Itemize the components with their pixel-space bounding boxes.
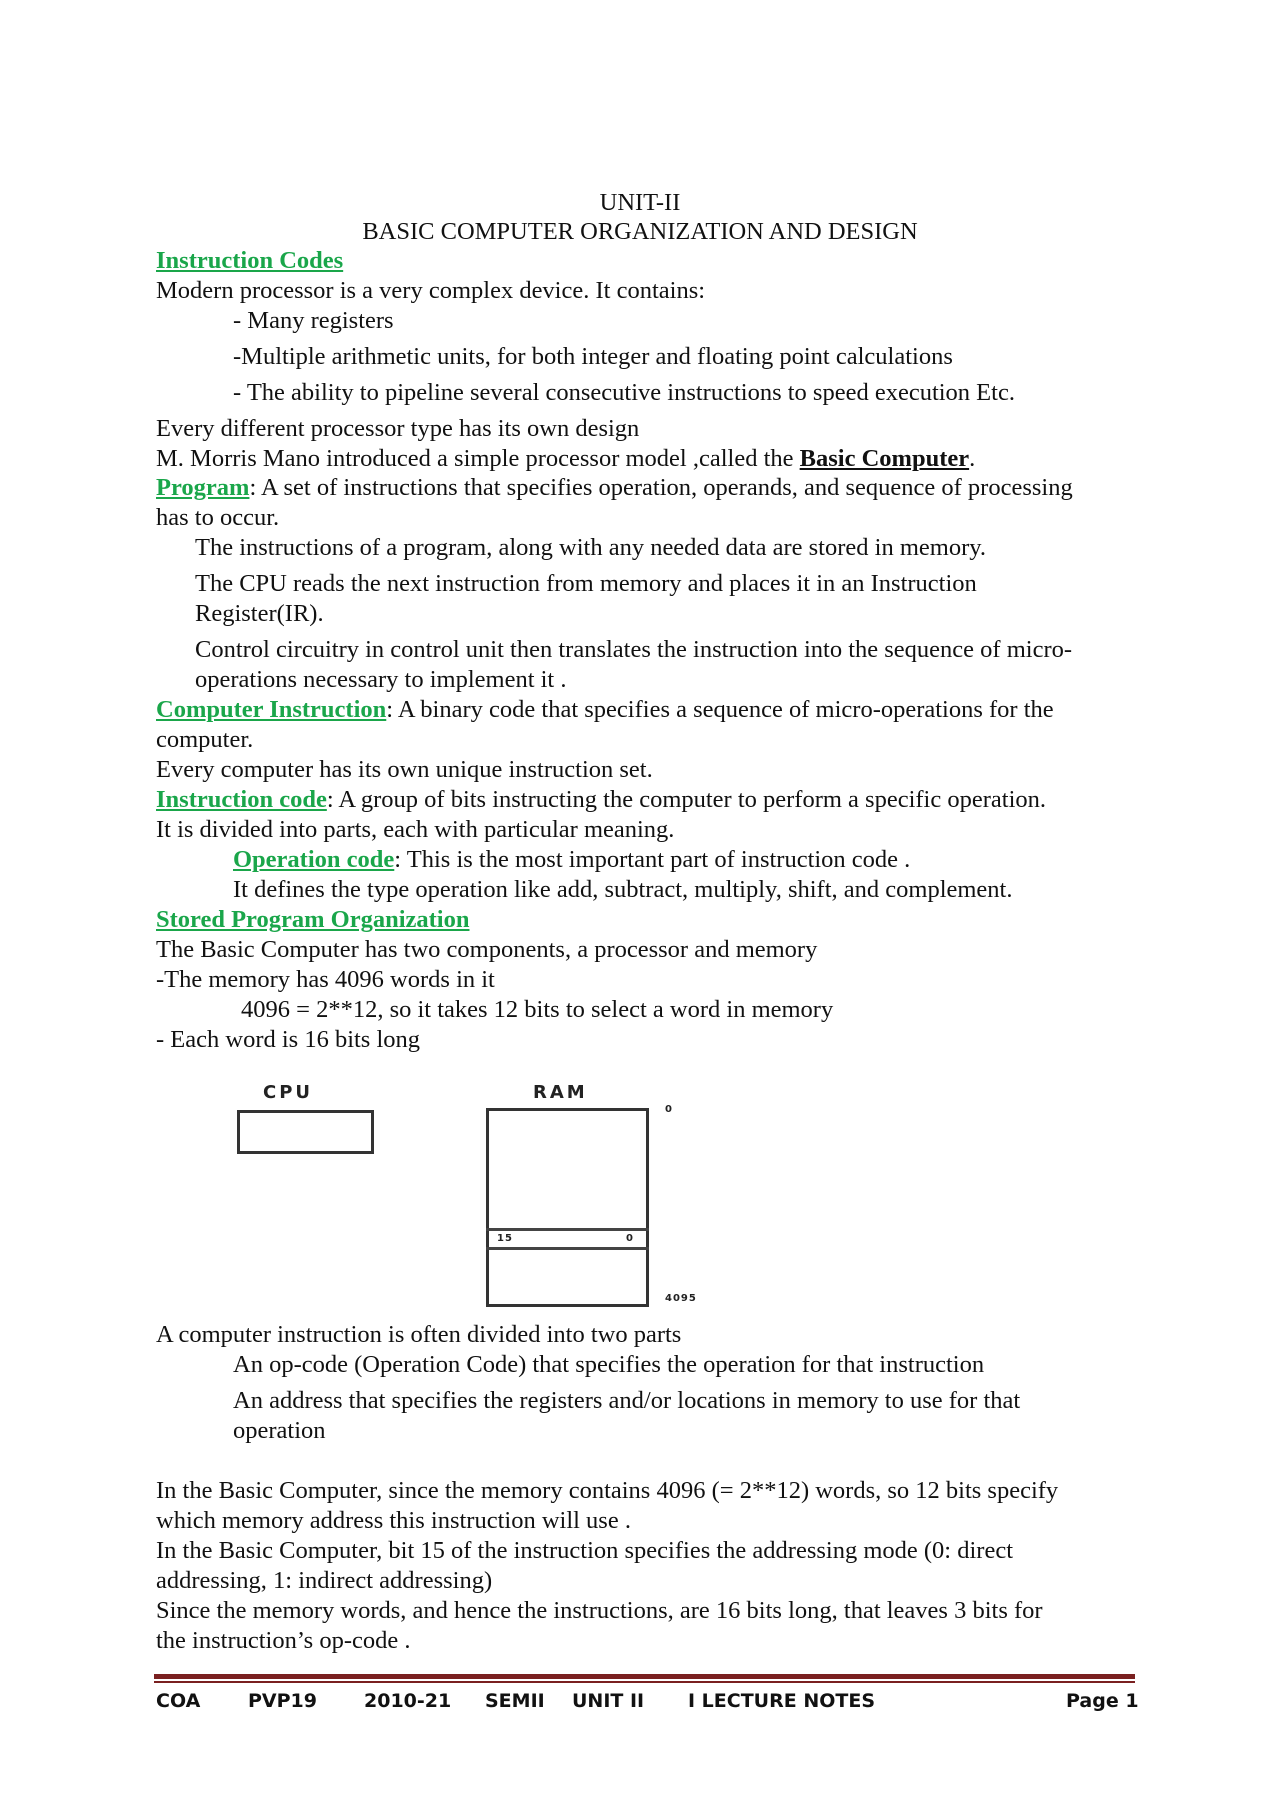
footer-rule-thick (154, 1674, 1135, 1679)
address-top-label: 0 (665, 1104, 673, 1115)
after-line-3-cont: operation (233, 1417, 326, 1444)
ram-box (486, 1108, 649, 1307)
after-line-3: An address that specifies the registers and/or locations in memory to use for that (233, 1387, 1021, 1414)
basic-computer-para-2-cont: addressing, 1: indirect addressing) (156, 1567, 493, 1594)
program-definition (156, 473, 1073, 503)
after-line-1: A computer instruction is often divided into two parts (156, 1321, 682, 1348)
spo-line-2: -The memory has 4096 words in it (156, 966, 495, 993)
spo-line-4: - Each word is 16 bits long (156, 1026, 421, 1053)
ram-label: RAM (533, 1082, 588, 1103)
program-para-2-cont: Register(IR). (195, 600, 324, 627)
basic-computer-term: Basic Computer (799, 445, 970, 472)
operation-code-term: Operation code (233, 846, 395, 873)
spo-line-1: The Basic Computer has two components, a processor and memory (156, 936, 818, 963)
cpu-box (237, 1110, 374, 1154)
design-line: Every different processor type has its own design (156, 415, 640, 442)
computer-instruction-definition (156, 695, 1054, 725)
ci-line: Every computer has its own unique instruction set. (156, 756, 653, 783)
ram-word-bottom-line (486, 1247, 649, 1250)
ic-def-text: : A group of bits instructing the computer to perform a specific operation. (326, 786, 1047, 813)
unit-title: UNIT-II (599, 189, 681, 216)
footer-page-number: Page 1 (1066, 1690, 1139, 1712)
instruction-code-definition (156, 785, 1046, 815)
ci-def-cont: computer. (156, 726, 254, 753)
bit-low-label: 0 (626, 1233, 634, 1244)
intro-text: Modern processor is a very complex device. It contains: (156, 277, 706, 304)
bullet-arith-units: -Multiple arithmetic units, for both integer and floating point calculations (233, 343, 953, 370)
ic-parts: It is divided into parts, each with particular meaning. (156, 816, 675, 843)
program-para-3-cont: operations necessary to implement it . (195, 666, 567, 693)
address-bottom-label: 4095 (665, 1293, 697, 1304)
operation-code-definition (233, 845, 910, 875)
bit-high-label: 15 (497, 1233, 513, 1244)
program-para-1: The instructions of a program, along with any needed data are stored in memory. (195, 534, 987, 561)
mano-line (156, 444, 975, 474)
stored-program-heading: Stored Program Organization (156, 906, 470, 933)
cpu-label: CPU (263, 1082, 314, 1103)
computer-instruction-term: Computer Instruction (156, 696, 387, 723)
oc-line: It defines the type operation like add, subtract, multiply, shift, and complement. (233, 876, 1013, 903)
mano-prefix: M. Morris Mano introduced a simple processor model ,called the (156, 445, 800, 472)
program-para-2: The CPU reads the next instruction from memory and places it in an Instruction (195, 570, 977, 597)
oc-def-text: : This is the most important part of instruction code . (394, 846, 911, 873)
footer-unit: UNIT II (572, 1690, 645, 1712)
footer-code: PVP19 (248, 1690, 317, 1712)
footer-year: 2010-21 (364, 1690, 452, 1712)
footer-rule-thin (154, 1681, 1135, 1683)
basic-computer-para-3: Since the memory words, and hence the instructions, are 16 bits long, that leaves 3 bits for (156, 1597, 1043, 1624)
instruction-codes-heading: Instruction Codes (156, 247, 344, 274)
ram-word-top-line (486, 1228, 649, 1231)
bullet-pipeline: - The ability to pipeline several consecutive instructions to speed execution Etc. (233, 379, 1015, 406)
footer-course: COA (156, 1690, 201, 1712)
basic-computer-para-3-cont: the instruction’s op-code . (156, 1627, 411, 1654)
program-def-text: : A set of instructions that specifies operation, operands, and sequence of processing (249, 474, 1073, 501)
basic-computer-para-2: In the Basic Computer, bit 15 of the instruction specifies the addressing mode (0: direct (156, 1537, 1013, 1564)
footer-notes: I LECTURE NOTES (688, 1690, 876, 1712)
program-term: Program (156, 474, 250, 501)
basic-computer-para-1-cont: which memory address this instruction will use . (156, 1507, 631, 1534)
bullet-registers: - Many registers (233, 307, 394, 334)
basic-computer-para-1: In the Basic Computer, since the memory contains 4096 (= 2**12) words, so 12 bits specify (156, 1477, 1059, 1504)
instruction-code-term: Instruction code (156, 786, 327, 813)
after-line-2: An op-code (Operation Code) that specifies the operation for that instruction (233, 1351, 985, 1378)
ci-def-text: : A binary code that specifies a sequence of micro-operations for the (386, 696, 1054, 723)
footer-sem: SEMII (485, 1690, 545, 1712)
mano-suffix: . (969, 445, 976, 472)
program-def-cont: has to occur. (156, 504, 280, 531)
page-title: BASIC COMPUTER ORGANIZATION AND DESIGN (362, 218, 918, 245)
program-para-3: Control circuitry in control unit then translates the instruction into the sequence of micro- (195, 636, 1073, 663)
spo-line-3: 4096 = 2**12, so it takes 12 bits to select a word in memory (241, 996, 834, 1023)
